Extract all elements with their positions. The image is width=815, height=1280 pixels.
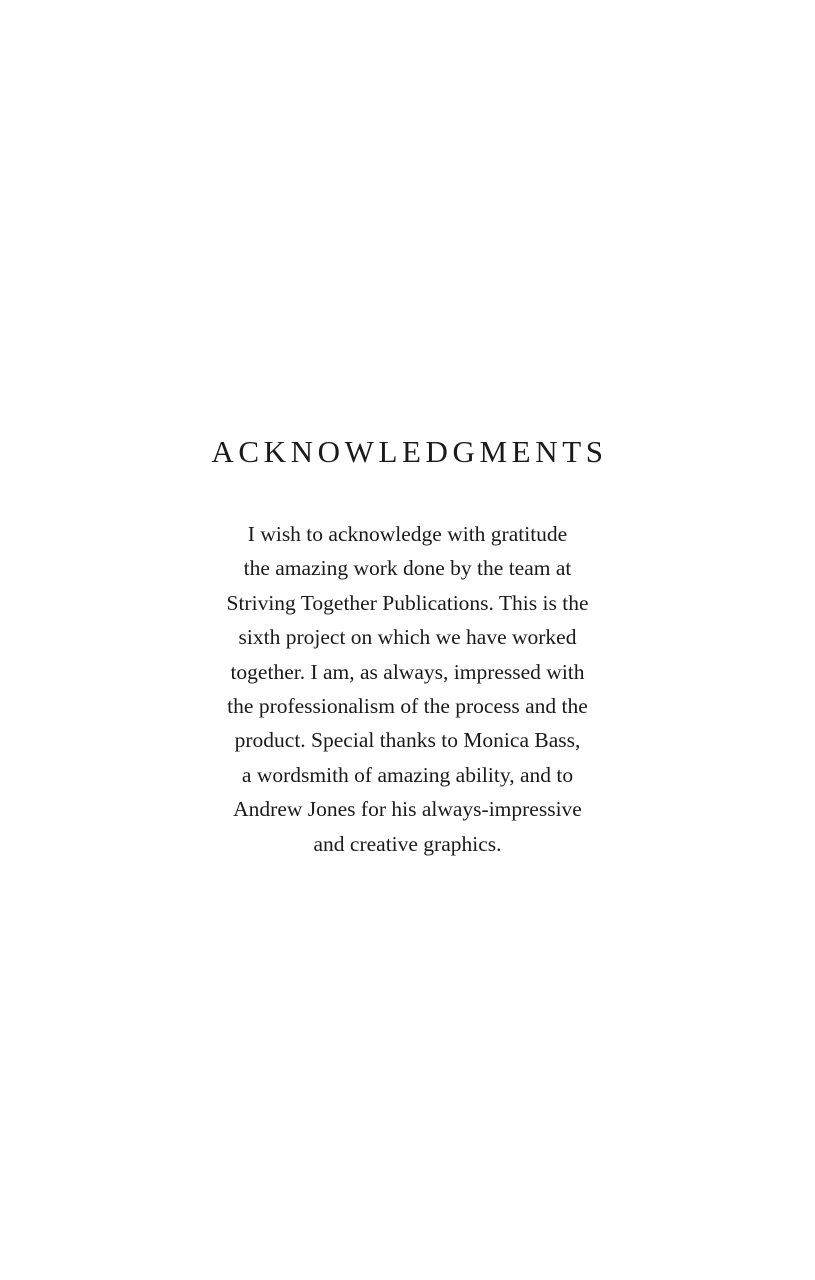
paragraph-line: Andrew Jones for his always-impressive [233, 797, 582, 822]
paragraph-line: product. Special thanks to Monica Bass, [234, 728, 581, 753]
paragraph-line: the amazing work done by the team at [243, 556, 572, 581]
acknowledgments-paragraph [0, 517, 815, 861]
paragraph-line: and creative graphics. [313, 831, 502, 856]
paragraph-line: sixth project on which we have worked [238, 625, 577, 650]
paragraph-line: the professionalism of the process and the [227, 694, 588, 719]
paragraph-line: together. I am, as always, impressed with [230, 659, 585, 684]
page-title: ACKNOWLEDGMENTS [211, 434, 608, 469]
paragraph-line: I wish to acknowledge with gratitude [247, 522, 568, 546]
paragraph-line: a wordsmith of amazing ability, and to [241, 762, 574, 787]
paragraph-line: Striving Together Publications. This is the [226, 590, 589, 615]
